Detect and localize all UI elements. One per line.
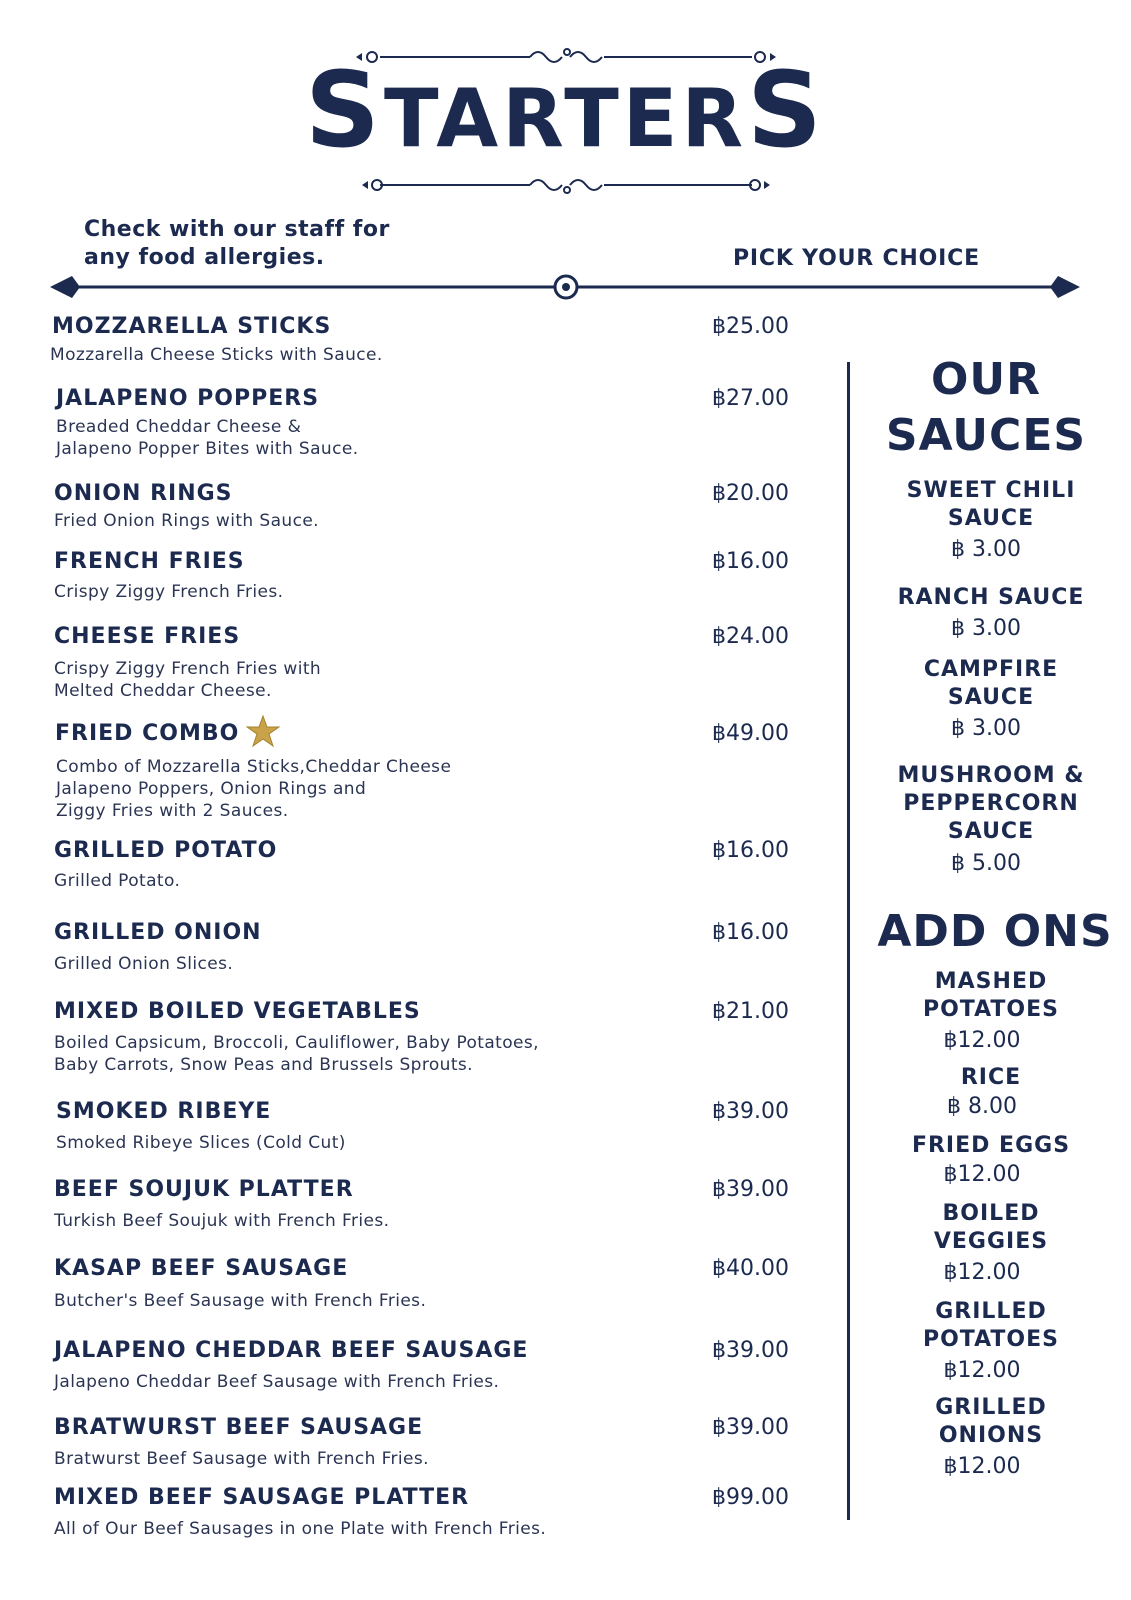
item-name: GRILLED POTATO (54, 838, 278, 863)
item-desc: Grilled Onion Slices. (54, 954, 234, 974)
item-name: MOZZARELLA STICKS (52, 314, 332, 339)
sauce-name: CAMPFIRE SAUCE (923, 657, 1059, 710)
item-desc: Grilled Potato. (54, 871, 181, 891)
diamond-icon (50, 276, 80, 298)
item-desc: Fried Onion Rings with Sauce. (54, 511, 319, 531)
item-price: ฿27.00 (712, 386, 789, 411)
addon-name: MASHED POTATOES (922, 969, 1060, 1022)
item-name: BEEF SOUJUK PLATTER (54, 1177, 354, 1202)
item-price: ฿49.00 (712, 721, 789, 746)
addon-price: ฿12.00 (943, 1162, 1021, 1187)
item-desc: Crispy Ziggy French Fries with Melted Cheddar Cheese. (54, 659, 322, 701)
item-price: ฿25.00 (712, 314, 789, 339)
sauce-price: ฿ 3.00 (951, 537, 1021, 562)
item-desc: Butcher's Beef Sausage with French Fries. (54, 1291, 427, 1311)
item-price: ฿16.00 (712, 549, 789, 574)
allergy-notice-line2: any food allergies. (84, 245, 325, 270)
addon-name: BOILED VEGGIES (933, 1201, 1049, 1254)
item-name: JALAPENO POPPERS (56, 386, 320, 411)
item-name: CHEESE FRIES (54, 624, 241, 649)
item-desc: Bratwurst Beef Sausage with French Fries. (54, 1449, 429, 1469)
item-name: MIXED BOILED VEGETABLES (54, 999, 421, 1024)
item-name: JALAPENO CHEDDAR BEEF SAUSAGE (54, 1338, 529, 1363)
allergy-notice-line1: Check with our staff for (84, 217, 390, 242)
addon-name: FRIED EGGS (911, 1133, 1071, 1158)
sauce-price: ฿ 3.00 (951, 716, 1021, 741)
star-icon (246, 714, 280, 748)
addon-price: ฿12.00 (943, 1358, 1021, 1383)
addon-price: ฿12.00 (943, 1454, 1021, 1479)
item-desc: Smoked Ribeye Slices (Cold Cut) (56, 1133, 346, 1153)
item-name: SMOKED RIBEYE (56, 1099, 272, 1124)
item-price: ฿39.00 (712, 1415, 789, 1440)
item-desc: Combo of Mozzarella Sticks,Cheddar Cheese Jalapeno Poppers, Onion Rings and Ziggy Fries with 2 Sauces. (56, 757, 452, 821)
addon-price: ฿12.00 (943, 1260, 1021, 1285)
item-name: GRILLED ONION (54, 920, 262, 945)
addons-heading: ADD ONS (877, 906, 1113, 957)
sauce-name: RANCH SAUCE (897, 585, 1085, 610)
diamond-icon (1050, 276, 1080, 298)
addon-price: ฿ 8.00 (947, 1094, 1017, 1119)
header-divider (0, 0, 1131, 320)
addon-name: GRILLED POTATOES (922, 1299, 1060, 1352)
item-price: ฿99.00 (712, 1485, 789, 1510)
sauces-heading: OUR SAUCES (885, 354, 1087, 461)
item-desc: All of Our Beef Sausages in one Plate with French Fries. (54, 1519, 547, 1539)
item-desc: Turkish Beef Soujuk with French Fries. (54, 1211, 390, 1231)
item-name: KASAP BEEF SAUSAGE (54, 1256, 349, 1281)
column-divider (847, 362, 850, 1520)
item-desc: Boiled Capsicum, Broccoli, Cauliflower, Baby Potatoes, Baby Carrots, Snow Peas and Brussels Sprouts. (54, 1033, 539, 1075)
item-name: BRATWURST BEEF SAUSAGE (54, 1415, 424, 1440)
item-price: ฿20.00 (712, 481, 789, 506)
item-name: ONION RINGS (54, 481, 233, 506)
item-price: ฿39.00 (712, 1338, 789, 1363)
sauce-price: ฿ 3.00 (951, 616, 1021, 641)
item-price: ฿39.00 (712, 1099, 789, 1124)
sauce-name: MUSHROOM & PEPPERCORN SAUCE (897, 763, 1085, 844)
item-price: ฿16.00 (712, 838, 789, 863)
sauce-price: ฿ 5.00 (951, 851, 1021, 876)
item-name: FRIED COMBO (55, 721, 240, 746)
item-price: ฿39.00 (712, 1177, 789, 1202)
item-price: ฿40.00 (712, 1256, 789, 1281)
item-desc: Crispy Ziggy French Fries. (54, 582, 284, 602)
page-title: STARTERS (305, 49, 826, 171)
addon-name: GRILLED ONIONS (935, 1395, 1047, 1448)
item-desc: Jalapeno Cheddar Beef Sausage with French Fries. (54, 1372, 500, 1392)
item-desc: Breaded Cheddar Cheese & Jalapeno Popper Bites with Sauce. (56, 417, 359, 459)
item-name: MIXED BEEF SAUSAGE PLATTER (54, 1485, 470, 1510)
item-price: ฿24.00 (712, 624, 789, 649)
item-desc: Mozzarella Cheese Sticks with Sauce. (50, 345, 383, 365)
item-price: ฿21.00 (712, 999, 789, 1024)
pick-your-choice-label: PICK YOUR CHOICE (733, 246, 980, 271)
item-price: ฿16.00 (712, 920, 789, 945)
sauce-name: SWEET CHILI SAUCE (906, 478, 1076, 531)
item-name: FRENCH FRIES (54, 549, 245, 574)
addon-price: ฿12.00 (943, 1028, 1021, 1053)
addon-name: RICE (960, 1065, 1022, 1090)
